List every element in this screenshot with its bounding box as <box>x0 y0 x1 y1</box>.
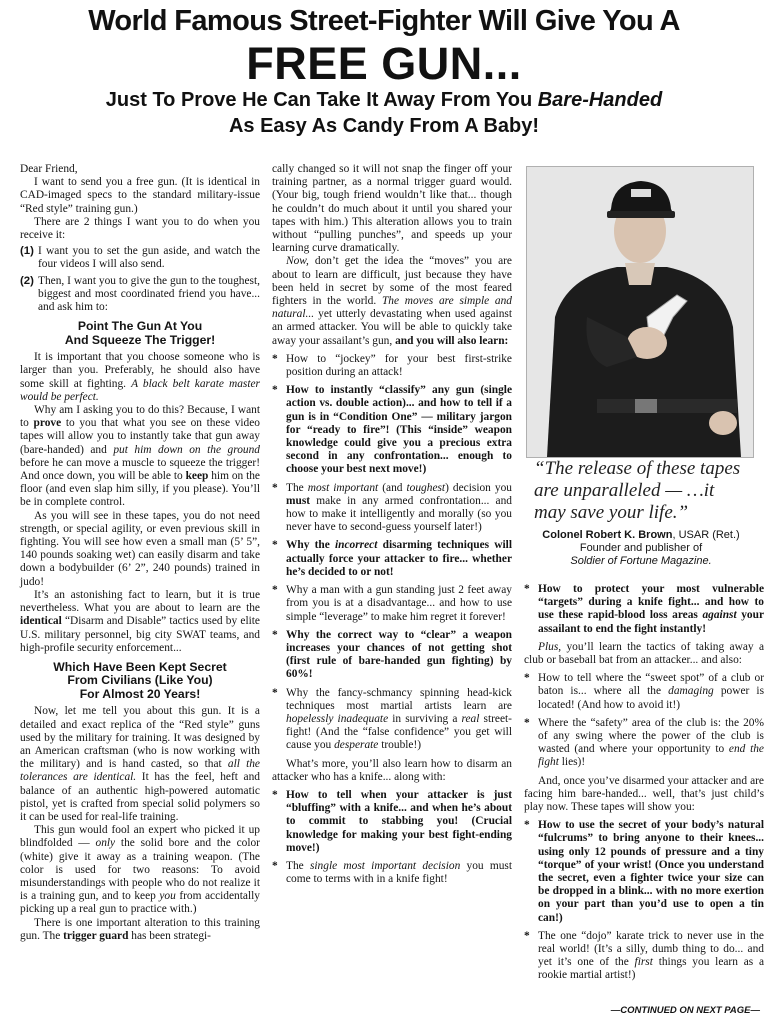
text-run: all the tolerances are identical. <box>20 758 260 784</box>
text-run: It has the feel, heft and balance of an authentic high-powered automatic pistol, yet is crafted from special solid polymers so it can be used for real-life training. <box>20 771 261 824</box>
attribution-line: Soldier of Fortune Magazine. <box>570 555 712 567</box>
text-run: desperate <box>334 739 379 752</box>
bullet-text <box>538 583 764 636</box>
bullet-item <box>272 789 512 855</box>
text-run: you’ll learn the tactics of taking away a club or baseball bat from an attacker... and also: <box>524 640 764 667</box>
bullet-item <box>524 583 764 636</box>
text-run: The moves are simple and natural... <box>272 295 513 321</box>
bullet-item <box>524 717 764 770</box>
subheadline-bare-handed: Bare-Handed <box>537 89 663 111</box>
bullet-item <box>524 672 764 712</box>
paragraph <box>20 824 260 916</box>
bullet-item <box>272 584 512 624</box>
text-run: damaging <box>668 685 714 698</box>
bullet-text <box>538 717 764 770</box>
text-run: identical <box>20 615 62 628</box>
text-run: trouble!) <box>378 739 422 752</box>
bullet-item <box>272 860 512 886</box>
bullet-star-icon: * <box>272 481 278 494</box>
text-run: power is located! (And how to avoid it!) <box>538 685 765 711</box>
text-run: him on the floor (and even slap him silly, if you please). You’ll be in complete control. <box>20 470 260 509</box>
text-run: from accidentally picking up a real gun to practice with.) <box>20 890 260 916</box>
text-run: make in any armed confrontation... and how to make it intelligently and morally (so you never have to second-guess yourself later!) <box>286 494 512 534</box>
text-run: Now, <box>286 255 309 268</box>
text-run: street-fight! (And the “false confidence” you get will cause you <box>286 712 512 752</box>
bullet-item <box>272 629 512 682</box>
text-run: toughest <box>406 481 446 494</box>
headline-line-1: World Famous Street-Fighter Will Give You A <box>88 5 680 37</box>
bullet-text: How to use the secret of your body’s natural “fulcrums” to bring anyone to their knees... using only 12 pounds of pressure and a tiny “torque” of your wrist! (Once you understand the secret, even a fighter twice your size can be dropped in a blink... with no more exertion on your part than you’d use to open a tin can!) <box>538 819 764 924</box>
paragraph: And, once you’ve disarmed your attacker and are facing him bare-handed... well, that’s just child’s play now. These tapes will show you: <box>524 774 764 814</box>
text-run: Why the <box>286 539 335 552</box>
paragraph <box>20 917 260 943</box>
bullet-item <box>272 687 512 753</box>
paragraph <box>20 404 260 510</box>
paragraph: What’s more, you’ll also learn how to disarm an attacker who has a knife... along with: <box>272 757 512 783</box>
item-number: (2) <box>20 274 34 287</box>
bullet-text: Why the correct way to “clear” a weapon increases your chances of not getting shot (first rule of bare-handed gun fighting) by 60%! <box>286 628 512 681</box>
text-run: in surviving a <box>388 712 462 725</box>
testimonial-attribution <box>526 529 756 568</box>
text-run: put him down on the ground <box>113 443 261 456</box>
subhead-line: Which Have Been Kept Secret <box>53 659 227 674</box>
bullet-text: How to tell when your attacker is just “bluffing” with a knife... and when he’s about to commit to stabbing you! (Crucial knowledge for making your best fight-ending move!) <box>286 788 512 854</box>
subhead-line: Point The Gun At You <box>77 319 203 334</box>
bullet-star-icon: * <box>524 929 530 942</box>
attribution-rank: , USAR (Ret.) <box>672 529 740 541</box>
text-run: ) decision you <box>445 481 512 494</box>
text-run: the solid bore and the color (white) give it away as a training weapon. (The color is used for two reasons: To avoid misunderstandings with people who do not realize it is a training gun, and to keep <box>20 837 260 903</box>
text-run: don’t get the idea the “moves” you are about to learn are difficult, just because they have been held in secret by some of the most feared fighters in the world. <box>272 255 512 308</box>
text-run: lies)! <box>558 756 586 769</box>
text-run: must <box>286 494 311 507</box>
bullet-star-icon: * <box>524 819 530 832</box>
text-run: first <box>634 956 653 969</box>
bullet-item <box>272 353 512 379</box>
text-run: Plus, <box>538 640 562 653</box>
paragraph: There are 2 things I want you to do when you receive it: <box>20 215 260 242</box>
paragraph <box>20 589 260 655</box>
text-run: Why am I asking you to do this? Because, I want to <box>20 404 260 430</box>
text-run: “Disarm and Disable” tactics used by elite U.S. military personnel, big city SWAT teams, and high-profile security enforcement... <box>20 615 260 654</box>
text-run: The one “dojo” karate trick to never use in the real world! (It’s a silly, dumb thing to do... and yet it’s one of the <box>538 929 764 969</box>
text-run: has been strategi- <box>128 929 211 942</box>
text-run: prove <box>33 417 62 430</box>
column-3 <box>524 578 764 988</box>
item-number: (1) <box>20 245 34 258</box>
paragraph <box>524 641 764 667</box>
bullet-star-icon: * <box>272 859 278 872</box>
text-run: hopelessly inadequate <box>286 712 389 725</box>
text-run: before he can move a muscle to squeeze the trigger! And once down, you will be able to <box>20 456 260 483</box>
greeting: Dear Friend, <box>20 163 78 175</box>
bullet-text <box>286 687 512 753</box>
text-run: only <box>95 837 116 850</box>
text-run: against <box>702 609 737 622</box>
numbered-item-1 <box>20 245 260 271</box>
bullet-text <box>286 482 512 535</box>
bullet-text: How to “jockey” for your best first-strike position during an attack! <box>286 352 512 379</box>
column-2 <box>272 163 512 891</box>
bullet-star-icon: * <box>272 384 278 397</box>
paragraph <box>20 351 260 404</box>
attribution-line <box>526 529 756 542</box>
text-run: you <box>159 890 176 903</box>
text-run: yet utterly devastating when used against an armed attacker. You will be able to quickly take away your assailant’s gun, <box>272 308 512 347</box>
text-run: and you will also learn: <box>395 334 509 347</box>
text-run: The <box>286 859 310 872</box>
bullet-star-icon: * <box>272 352 278 365</box>
text-run: The <box>286 481 308 494</box>
bullet-star-icon: * <box>272 584 278 597</box>
testimonial-quote: “The release of these tapes are unparalleled — …it may save your life.” <box>534 458 741 523</box>
bullet-text: Why a man with a gun standing just 2 feet away from you is at a disadvantage... and how to use simple “leverage” to make him regret it forever! <box>286 584 512 623</box>
item-text: I want you to set the gun aside, and watch the four videos I will also send. <box>38 245 260 271</box>
subheadline-text: Just To Prove He Can Take It Away From You <box>105 89 538 111</box>
text-run: How to tell where the “sweet spot” of a club or baton is... where all the <box>538 672 764 698</box>
bullet-star-icon: * <box>524 716 530 729</box>
text-run: There is one important alteration to this training gun. The <box>20 916 260 942</box>
subhead-line: From Civilians (Like You) <box>67 673 213 688</box>
bullet-item <box>272 539 512 579</box>
subhead-kept-secret <box>20 661 260 702</box>
text-run: you must come to terms with in a knife fight! <box>286 859 512 886</box>
text-run: incorrect <box>335 539 378 552</box>
text-run: single most important decision <box>309 859 461 872</box>
text-run: disarming techniques will actually force your attacker to fire... whether he’s decided to or not! <box>286 539 512 578</box>
man-with-pistol-icon <box>527 167 753 457</box>
text-run: How to protect your most vulnerable “targets” during a knife fight... and how to use these rapid-blood loss areas <box>538 583 764 622</box>
bullet-text <box>286 539 512 579</box>
bullet-item <box>524 930 764 983</box>
text-run: most important <box>307 481 379 494</box>
bullet-star-icon: * <box>524 583 530 595</box>
text-run: things you learn as a rookie martial artist!) <box>538 956 765 982</box>
headline-free-gun: FREE GUN... <box>246 38 522 89</box>
text-run: Now, let me tell you about this gun. It is a detailed and exact replica of the “Red style” guns used by the military for training. It was designed by an American craftsman (who is now working with the military) and is hand casted, so that <box>20 705 260 771</box>
text-run: Why the fancy-schmancy spinning head-kick techniques most martial artists learn are <box>286 686 512 712</box>
paragraph: cally changed so it will not snap the finger off your training partner, as a normal trigger guard would. (Your big, tough friend wouldn’t like that... though he couldn’t do much about it until you shared your tapes with him.) This alteration allows you to train without “pulling punches”, and speeds up your learning curve dramatically. <box>272 163 512 255</box>
text-run: (and <box>378 481 407 494</box>
item-text: Then, I want you to give the gun to the toughest, biggest and most coordinated friend you have... and ask him to: <box>38 274 260 314</box>
numbered-item-2 <box>20 275 260 315</box>
text-run: real <box>461 712 480 725</box>
text-run: your assailant to end the fight instantly! <box>538 609 764 635</box>
text-run: trigger guard <box>63 929 129 942</box>
text-run: A black belt karate master would be perfect. <box>20 377 260 403</box>
text-run: to you that what you see on these video tapes will allow you to instantly take that gun away (bare-handed) and <box>20 417 260 456</box>
bullet-text <box>538 930 764 983</box>
bullet-item <box>272 384 512 476</box>
bullet-star-icon: * <box>524 672 530 685</box>
bullet-text <box>286 860 512 886</box>
bullet-star-icon: * <box>272 788 278 801</box>
text-run: keep <box>185 470 209 483</box>
bullet-star-icon: * <box>272 686 278 699</box>
bullet-star-icon: * <box>272 628 278 641</box>
paragraph: As you will see in these tapes, you do not need strength, or special agility, or even previous skill in fighting. You will see how even a small man (5’ 5”, 140 pounds soaking wet) can easily disarm and take down a bodybuilder (6’ 2”, 240 pounds) trained in judo! <box>20 509 260 588</box>
subhead-point-the-gun <box>20 320 260 347</box>
text-run: It’s an astonishing fact to learn, but it is true nevertheless. What you are about to learn are the <box>20 588 260 615</box>
bullet-text: How to instantly “classify” any gun (single action vs. double action)... and how to tell if a gun is in “Condition One” — military jargon for “ready to fire”! (This “inside” weapon knowledge could give you a precious extra second in any confrontation... enough to choose your best next move!) <box>286 384 512 476</box>
subhead-line: For Almost 20 Years! <box>79 686 201 701</box>
paragraph: I want to send you a free gun. (It is identical in CAD-imaged specs to the standard military-issue “Red style” training gun.) <box>20 176 260 215</box>
column-1 <box>20 163 260 943</box>
attribution-name: Colonel Robert K. Brown <box>542 529 673 541</box>
text-run: This gun would fool an expert who picked it up blindfolded — <box>20 824 260 850</box>
paragraph <box>20 705 260 824</box>
continued-on-next-page: —CONTINUED ON NEXT PAGE— <box>610 1005 760 1016</box>
subhead-line: And Squeeze The Trigger! <box>64 332 216 347</box>
text-run: Where the “safety” area of the club is: the 20% of any swing where the power of the club is wasted (and where your opportunity to <box>538 716 764 756</box>
text-run: It is important that you choose someone who is larger than you. Preferably, he should also have some skill at fighting. <box>20 351 260 390</box>
subheadline-line-2: As Easy As Candy From A Baby! <box>228 115 540 137</box>
colonel-photo <box>526 166 754 458</box>
bullet-item <box>272 482 512 535</box>
bullet-star-icon: * <box>272 539 278 552</box>
attribution-line: Founder and publisher of <box>579 542 703 554</box>
bullet-item <box>524 819 764 925</box>
bullet-text <box>538 672 764 712</box>
paragraph <box>272 255 512 347</box>
text-run: end the fight <box>538 743 764 769</box>
subheadline-line-1 <box>0 88 768 113</box>
